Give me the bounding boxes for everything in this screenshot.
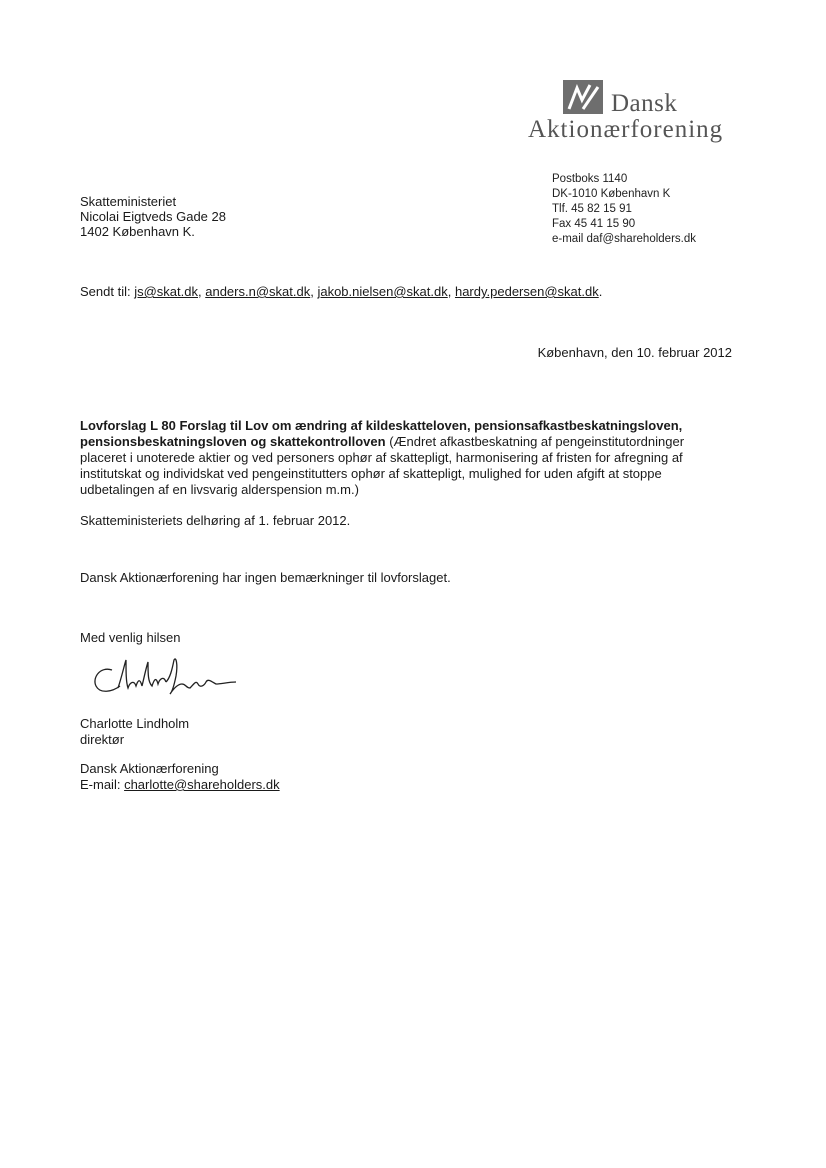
- subject-description: udbetalingen af en livsvarig alderspension m.m.): [80, 482, 359, 497]
- sent-to-email-link[interactable]: jakob.nielsen@skat.dk: [317, 284, 448, 299]
- subject-paragraph: [80, 418, 720, 498]
- sender-line: Postboks 1140: [552, 173, 628, 185]
- closing-greeting: Med venlig hilsen: [80, 630, 181, 645]
- logo-text-line1: Dansk: [611, 90, 678, 117]
- recipient-line: Nicolai Eigtveds Gade 28: [80, 209, 226, 224]
- sender-address: [552, 172, 696, 247]
- org-email-link[interactable]: charlotte@shareholders.dk: [124, 777, 280, 792]
- subject-title-cont: pensionsbeskatningsloven og skattekontrolloven: [80, 434, 386, 449]
- letter-body: Dansk Aktionærforening har ingen bemærkninger til lovforslaget.: [80, 570, 451, 585]
- sent-to-email-link[interactable]: js@skat.dk: [134, 284, 198, 299]
- subject-description: (Ændret afkastbeskatning af pengeinstitutordninger: [385, 434, 685, 449]
- signer-name: Charlotte Lindholm: [80, 716, 190, 731]
- sent-to: Sendt til: js@skat.dk, anders.n@skat.dk, jakob.nielsen@skat.dk, hardy.pedersen@skat.dk.: [80, 284, 603, 299]
- handwritten-signature: [90, 648, 240, 708]
- email-label: E-mail:: [80, 777, 121, 792]
- organization-block: [80, 761, 280, 793]
- hearing-reference: Skatteministeriets delhøring af 1. februar 2012.: [80, 513, 351, 528]
- sender-line: DK-1010 København K: [552, 188, 671, 200]
- logo: [528, 80, 738, 150]
- signer-block: [80, 716, 189, 748]
- subject-description: placeret i unoterede aktier og ved personers ophør af skattepligt, harmonisering af fristen for afregning af: [80, 450, 683, 465]
- sender-line: e-mail daf@shareholders.dk: [552, 233, 696, 245]
- recipient-address: [80, 194, 226, 239]
- subject-description: institutskat og individskat ved pengeinstitutters ophør af skattepligt, mulighed for uden afgift at stoppe: [80, 466, 662, 481]
- logo-text-line2: Aktionærforening: [528, 116, 724, 143]
- sent-to-email-link[interactable]: anders.n@skat.dk: [205, 284, 311, 299]
- logo-mark-icon: [563, 80, 603, 114]
- recipient-line: 1402 København K.: [80, 224, 195, 239]
- organization-name: Dansk Aktionærforening: [80, 761, 219, 776]
- recipient-line: Skatteministeriet: [80, 194, 177, 209]
- subject-title: Lovforslag L 80 Forslag til Lov om ændring af kildeskatteloven, pensionsafkastbeskatningsloven,: [80, 418, 683, 433]
- sender-line: Fax 45 41 15 90: [552, 218, 636, 230]
- letter-date: København, den 10. februar 2012: [537, 345, 732, 360]
- sender-line: Tlf. 45 82 15 91: [552, 203, 632, 215]
- sent-to-email-link[interactable]: hardy.pedersen@skat.dk: [454, 284, 599, 299]
- sent-to-label: Sendt til:: [80, 284, 131, 299]
- signer-title: direktør: [80, 732, 125, 747]
